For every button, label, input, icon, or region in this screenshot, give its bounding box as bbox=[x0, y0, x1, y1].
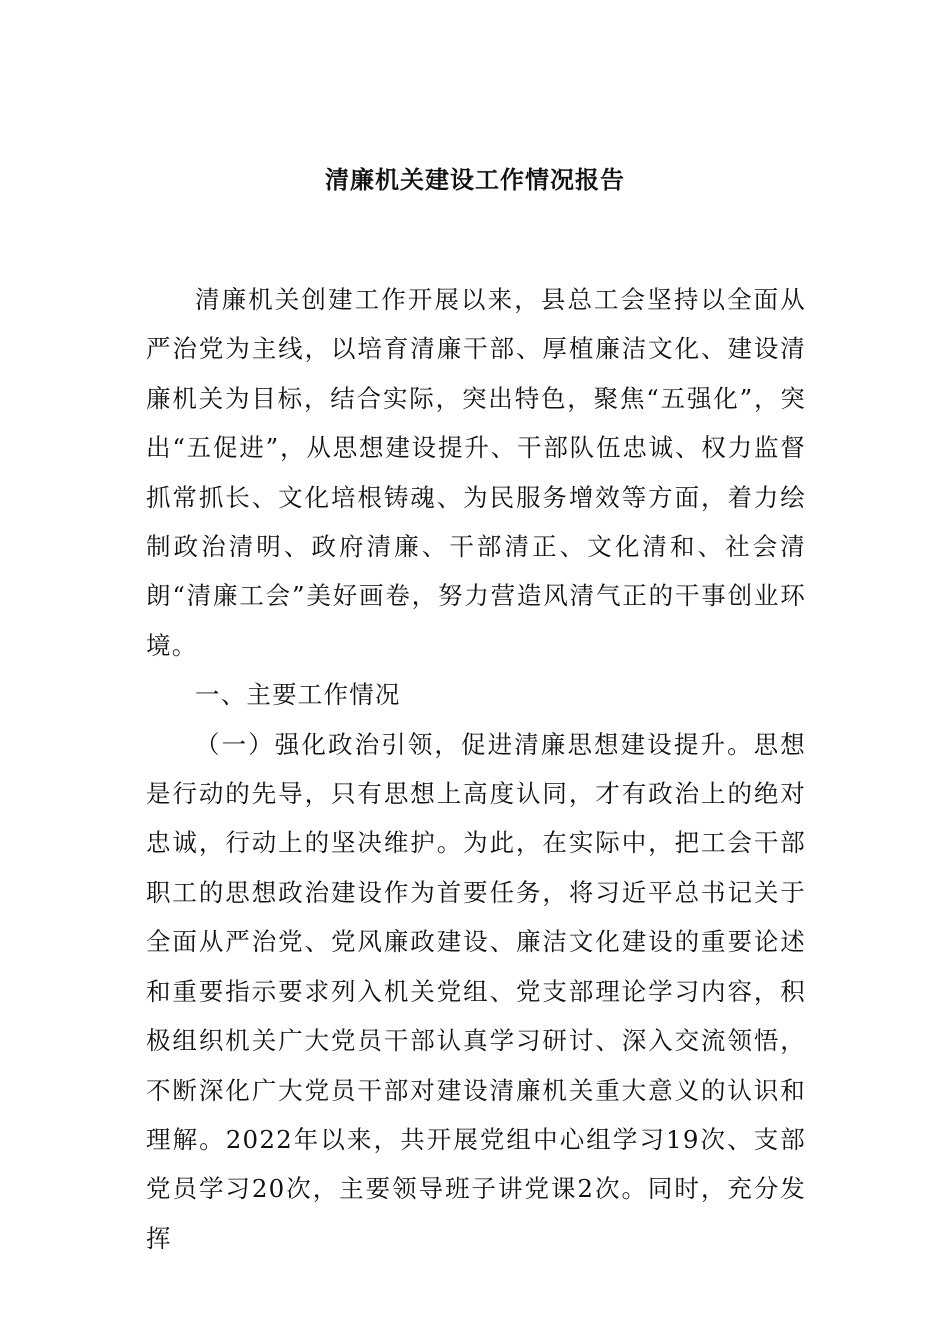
document-body bbox=[146, 275, 806, 1263]
section-heading-main-work: 一、主要工作情况 bbox=[195, 680, 401, 710]
document-title: 清廉机关建设工作情况报告 bbox=[325, 165, 625, 194]
paragraph-intro: 清廉机关创建工作开展以来，县总工会坚持以全面从严治党为主线，以培育清廉干部、厚植廉洁文化、建设清廉机关为目标，结合实际，突出特色，聚焦“五强化”，突出“五促进”，从思想建设提升、干部队伍忠诚、权力监督抓常抓长、文化培根铸魂、为民服务增效等方面，着力绘制政治清明、政府清廉、干部清正、文化清和、社会清朗“清廉工会”美好画卷，努力营造风清气正的干事创业环境。 bbox=[146, 285, 806, 660]
paragraph-political-guidance: （一）强化政治引领，促进清廉思想建设提升。思想是行动的先导，只有思想上高度认同，才有政治上的绝对忠诚，行动上的坚决维护。为此，在实际中，把工会干部职工的思想政治建设作为首要任务，将习近平总书记关于全面从严治党、党风廉政建设、廉洁文化建设的重要论述和重要指示要求列入机关党组、党支部理论学习内容，积极组织机关广大党员干部认真学习研讨、深入交流领悟，不断深化广大党员干部对建设清廉机关重大意义的认识和理解。2022年以来，共开展党组中心组学习19次、支部党员学习20次，主要领导班子讲党课2次。同时，充分发挥 bbox=[146, 729, 806, 1253]
